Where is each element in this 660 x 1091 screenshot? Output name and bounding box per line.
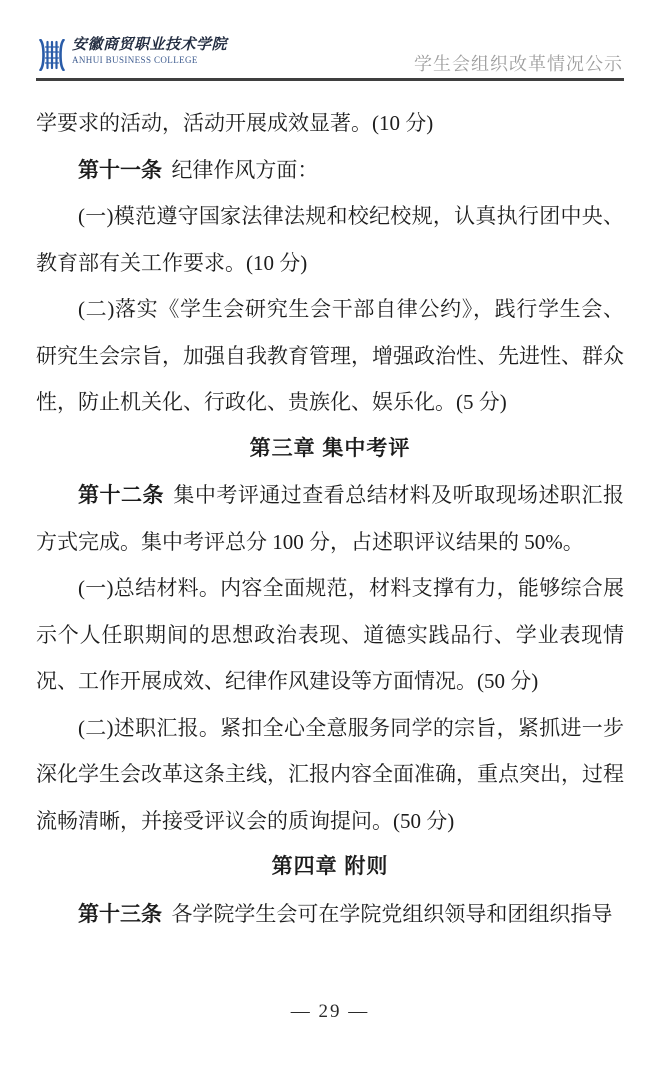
article-number: 第十三条 (78, 901, 162, 926)
paragraph-article-12 (36, 472, 624, 565)
college-name-en: ANHUI BUSINESS COLLEGE (72, 55, 198, 65)
chapter-heading-3: 第三章 集中考评 (249, 436, 411, 460)
paragraph-item-2: (二)述职汇报。紧扣全心全意服务同学的宗旨，紧抓进一步深化学生会改革这条主线，汇报内容全面准确，重点突出，过程流畅清晰，并接受评议会的质询提问。(50 分) (36, 715, 624, 833)
article-number: 第十二条 (78, 483, 164, 507)
paragraph-article-11 (36, 147, 624, 194)
article-text: 各学院学生会可在学院党组织领导和团组织指导 (171, 901, 613, 926)
document-header-title: 学生会组织改革情况公示 (414, 54, 623, 74)
article-text: 纪律作风方面： (171, 157, 319, 182)
paragraph-article-13 (36, 891, 624, 938)
document-body (0, 100, 660, 937)
paragraph-item-1: (一)总结材料。内容全面规范，材料支撑有力，能够综合展示个人任职期间的思想政治表现、道德实践品行、学业表现情况、工作开展成效、纪律作风建设等方面情况。(50 分) (36, 576, 624, 693)
article-number: 第十一条 (78, 157, 162, 182)
college-logo (37, 36, 227, 71)
page-footer (0, 1001, 660, 1023)
page-header (0, 0, 660, 82)
college-logo-icon (37, 39, 67, 71)
paragraph-item-2: (二)落实《学生会研究生会干部自律公约》，践行学生会、研究生会宗旨，加强自我教育管理，增强政治性、先进性、群众性，防止机关化、行政化、贵族化、娱乐化。(5 分) (36, 297, 624, 414)
college-name-zh: 安徽商贸职业技术学院 (72, 37, 228, 53)
page-number: — 29 — (290, 1001, 370, 1022)
article-text: 集中考评通过查看总结材料及听取现场述职汇报方式完成。集中考评总分 100 分，占述职评议结果的 50%。 (36, 483, 625, 554)
paragraph-continuation: 学要求的活动，活动开展成效显著。(10 分) (36, 111, 434, 135)
header-rule (36, 78, 624, 81)
chapter-heading-4: 第四章 附则 (271, 855, 389, 878)
college-logo-text (72, 36, 227, 66)
paragraph-item-1: (一)模范遵守国家法律法规和校纪校规，认真执行团中央、教育部有关工作要求。(10 分) (36, 204, 624, 275)
